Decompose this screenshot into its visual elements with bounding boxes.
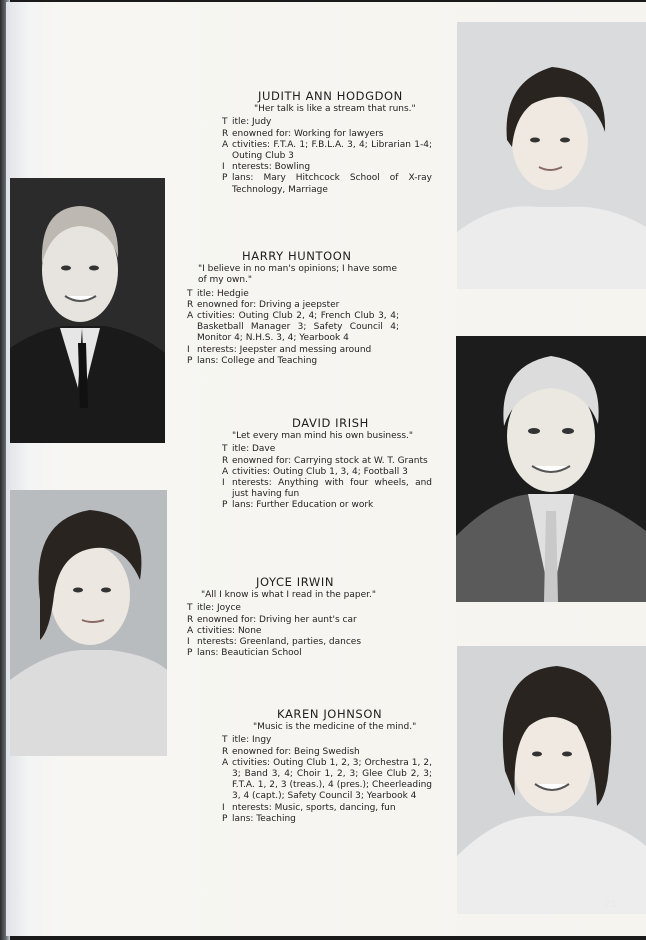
student-name: DAVID IRISH — [292, 416, 369, 430]
photo-david-irish — [456, 336, 646, 602]
field-activities: A ctivities: None — [187, 625, 262, 636]
field-title: T itle: Judy — [222, 117, 272, 128]
field-activities: A ctivities: F.T.A. 1; F.B.L.A. 3, 4; Librarian 1-4; Outing Club 3 — [222, 139, 432, 162]
photo-harry-huntoon — [10, 178, 165, 443]
field-renowned: R enowned for: Working for lawyers — [222, 128, 384, 139]
field-interests: I nterests: Music, sports, dancing, fun — [222, 802, 396, 813]
student-quote: "I believe in no man's opinions; I have some of my own." — [198, 264, 397, 286]
field-interests: I nterests: Bowling — [222, 162, 311, 173]
field-interests: I nterests: Anything with four wheels, and just having fun — [222, 478, 432, 500]
student-quote: "All I know is what I read in the paper." — [201, 590, 377, 601]
student-quote: "Music is the medicine of the mind." — [253, 722, 417, 733]
field-plans: P lans: Mary Hitchcock School of X-ray Technology, Marriage — [222, 173, 432, 195]
student-name: JUDITH ANN HODGDON — [258, 89, 403, 103]
field-plans: P lans: Beautician School — [187, 648, 302, 659]
field-plans: P lans: Further Education or work — [222, 500, 374, 511]
field-renowned: R enowned for: Carrying stock at W. T. Grants — [222, 455, 428, 466]
student-name: HARRY HUNTOON — [242, 249, 352, 263]
entry-karen-johnson — [222, 709, 432, 825]
photo-joyce-irwin — [10, 490, 167, 756]
field-title: T itle: Hedgie — [187, 288, 249, 299]
field-plans: P lans: College and Teaching — [187, 355, 318, 366]
student-quote: "Let every man mind his own business." — [232, 431, 414, 442]
field-activities: A ctivities: Outing Club 1, 3, 4; Football 3 — [222, 466, 408, 477]
field-title: T itle: Dave — [222, 444, 276, 455]
field-renowned: R enowned for: Driving her aunt's car — [187, 614, 357, 625]
field-plans: P lans: Teaching — [222, 813, 296, 824]
photo-judith-hodgdon — [457, 22, 646, 289]
field-interests: I nterests: Jeepster and messing around — [187, 344, 372, 355]
field-title: T itle: Ingy — [222, 735, 272, 746]
entry-david-irish — [222, 418, 432, 512]
field-interests: I nterests: Greenland, parties, dances — [187, 637, 362, 648]
student-name: KAREN JOHNSON — [277, 707, 383, 721]
student-name: JOYCE IRWIN — [256, 575, 335, 589]
entry-harry-huntoon — [187, 251, 399, 367]
field-activities: A ctivities: Outing Club 2, 4; French Club 3, 4; Basketball Manager 3; Safety Council 4; Monitor 4; N.H.S. 3, 4; Yearbook 4 — [187, 311, 399, 344]
field-title: T itle: Joyce — [187, 603, 241, 614]
photo-karen-johnson — [457, 646, 646, 914]
entry-judith-hodgdon — [222, 91, 432, 196]
student-quote: "Her talk is like a stream that runs." — [254, 104, 416, 115]
field-renowned: R enowned for: Being Swedish — [222, 746, 360, 757]
field-renowned: R enowned for: Driving a jeepster — [187, 299, 340, 310]
field-activities: A ctivities: Outing Club 1, 2, 3; Orchestra 1, 2, 3; Band 3, 4; Choir 1, 2, 3; Glee Club 2, 3; F.T.A. 1, 2, 3 (treas.), 4 (pres.); Cheerleading 3, 4 (capt.); Safety Council 3; Yearbook 4 — [222, 757, 432, 802]
entry-joyce-irwin — [187, 577, 399, 659]
page-number: 25 — [604, 899, 617, 910]
